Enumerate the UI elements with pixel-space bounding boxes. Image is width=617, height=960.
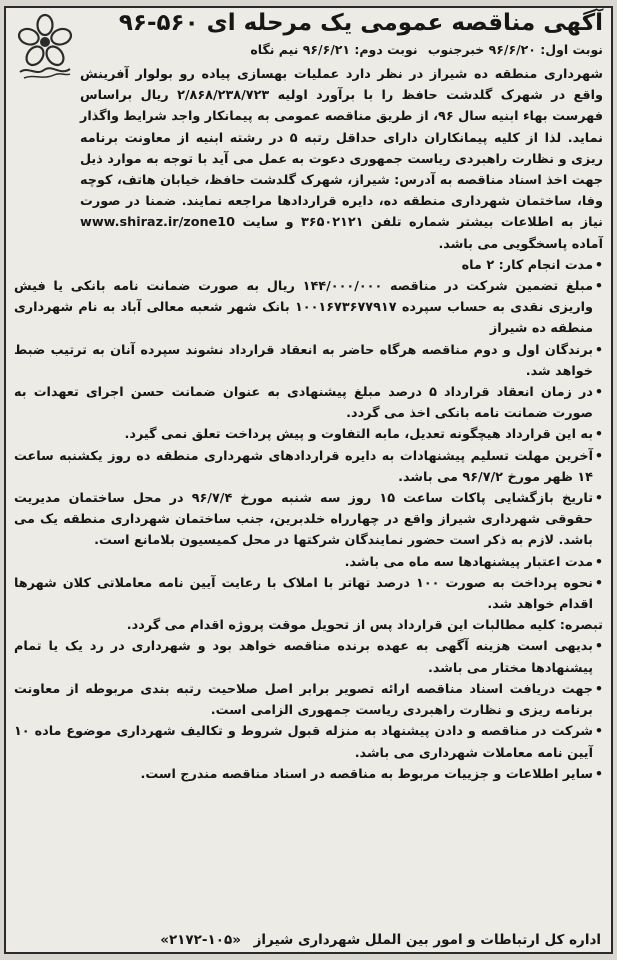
notice-body — [14, 64, 603, 785]
footer-signature — [16, 932, 601, 948]
list-item: • شرکت در مناقصه و دادن پیشنهاد به منزله قبول شروط و تکالیف شهرداری موضوع ماده ۱۰ آیین نامه معاملات شهرداری می باشد. — [14, 721, 603, 763]
list-item: • به این قرارداد هیچگونه تعدیل، مابه التفاوت و پیش پرداخت تعلق نمی گیرد. — [14, 424, 603, 445]
list-item: • برندگان اول و دوم مناقصه هرگاه حاضر به انعقاد قرارداد نشوند سپرده آنان به ترتیب ضبط خواهد شد. — [14, 340, 603, 382]
intro-tail: آماده پاسخگویی می باشد. — [438, 236, 603, 252]
list-item: • در زمان انعقاد قرارداد ۵ درصد مبلغ پیشنهادی به عنوان ضمانت حسن اجرای تعهدات به صورت ضمانت نامه بانکی اخذ می گردد. — [14, 382, 603, 424]
additional-conditions-list — [14, 636, 603, 784]
list-item: • آخرین مهلت تسلیم پیشنهادات به دایره قراردادهای شهرداری منطقه ده روز یکشنبه ساعت ۱۴ ظهر مورخ ۹۶/۷/۲ می باشد. — [14, 446, 603, 488]
list-item: • بدیهی است هزینه آگهی به عهده برنده مناقصه خواهد بود و شهرداری در رد یک یا تمام پیشنهادها مختار می باشد. — [14, 636, 603, 678]
first-publication: نوبت اول: ۹۶/۶/۲۰ خبرجنوب — [427, 42, 603, 57]
publication-dates — [83, 42, 603, 57]
conditions-list — [14, 255, 603, 615]
list-item: • تاریخ بازگشایی پاکات ساعت ۱۵ روز سه شنبه مورخ ۹۶/۷/۴ در محل ساختمان مدیریت حقوقی شهرداری شیراز واقع در چهارراه خلدبرین، جنب ساختمان شهرداری منطقه یک می باشد. لازم به ذکر است حضور نمایندگان شرکتها در محل کمیسیون بلامانع است. — [14, 488, 603, 552]
second-publication: نوبت دوم: ۹۶/۶/۲۱ نیم نگاه — [250, 42, 418, 57]
note-paragraph: تبصره: کلیه مطالبات این قرارداد پس از تحویل موقت پروژه اقدام می گردد. — [126, 618, 603, 634]
notice-code: «۲۱۷۲-۱۰۵» — [160, 932, 241, 948]
website-link[interactable]: www.shiraz.ir/zone10 — [80, 215, 236, 231]
notice-title: آگهی مناقصه عمومی یک مرحله ای ۵۶۰-۹۶ — [118, 10, 603, 36]
list-item: • مدت اعتبار پیشنهادها سه ماه می باشد. — [14, 552, 603, 573]
tender-notice — [4, 6, 613, 954]
list-item: • مبلغ تضمین شرکت در مناقصه ۱۴۴/۰۰۰/۰۰۰ ریال به صورت ضمانت نامه بانکی یا فیش واریزی نقدی به حساب سپرده ۱۰۰۱۶۷۳۶۷۷۹۱۷ بانک شهر شعبه معالی آباد به نام شهرداری منطقه ده شیراز — [14, 276, 603, 340]
list-item: • جهت دریافت اسناد مناقصه ارائه تصویر برابر اصل صلاحیت رتبه بندی مربوطه از معاونت برنامه ریزی و نظارت راهبردی ریاست جمهوری الزامی است. — [14, 679, 603, 721]
list-item: • سایر اطلاعات و جزییات مربوط به مناقصه در اسناد مناقصه مندرج است. — [14, 764, 603, 785]
intro-text: شهرداری منطقه ده شیراز در نظر دارد عملیات بهسازی پیاده رو بولوار آفرینش واقع در شهرک گلدشت حافظ را با برآورد اولیه ۲/۸۶۸/۲۳۸/۷۲۳ ریال براساس فهرست بهاء ابنیه سال ۹۶، از طریق مناقصه عمومی به پیمانکار واجد شرایط واگذار نماید. لذا از کلیه پیمانکاران دارای حداقل رتبه ۵ در رشته ابنیه از معاونت برنامه ریزی و نظارت راهبردی ریاست جمهوری دعوت به عمل می آید با توجه به موارد ذیل جهت اخذ اسناد مناقصه به آدرس: شیراز، شهرک گلدشت حافظ، خیابان هاتف، کوچه وفا، ساختمان شهرداری منطقه ده، دایره قراردادها مراجعه نمایند. ضمنا در صورت نیاز به اطلاعات بیشتر شماره تلفن ۳۶۵۰۲۱۲۱ و سایت — [80, 67, 604, 231]
department-name: اداره کل ارتباطات و امور بین الملل شهرداری شیراز — [253, 932, 601, 948]
list-item: • نحوه پرداخت به صورت ۱۰۰ درصد تهاتر با املاک با رعایت آیین نامه معاملاتی کلان شهرها اقدام خواهد شد. — [14, 573, 603, 615]
list-item: • مدت انجام کار: ۲ ماه — [14, 255, 603, 276]
intro-paragraph — [14, 64, 603, 255]
